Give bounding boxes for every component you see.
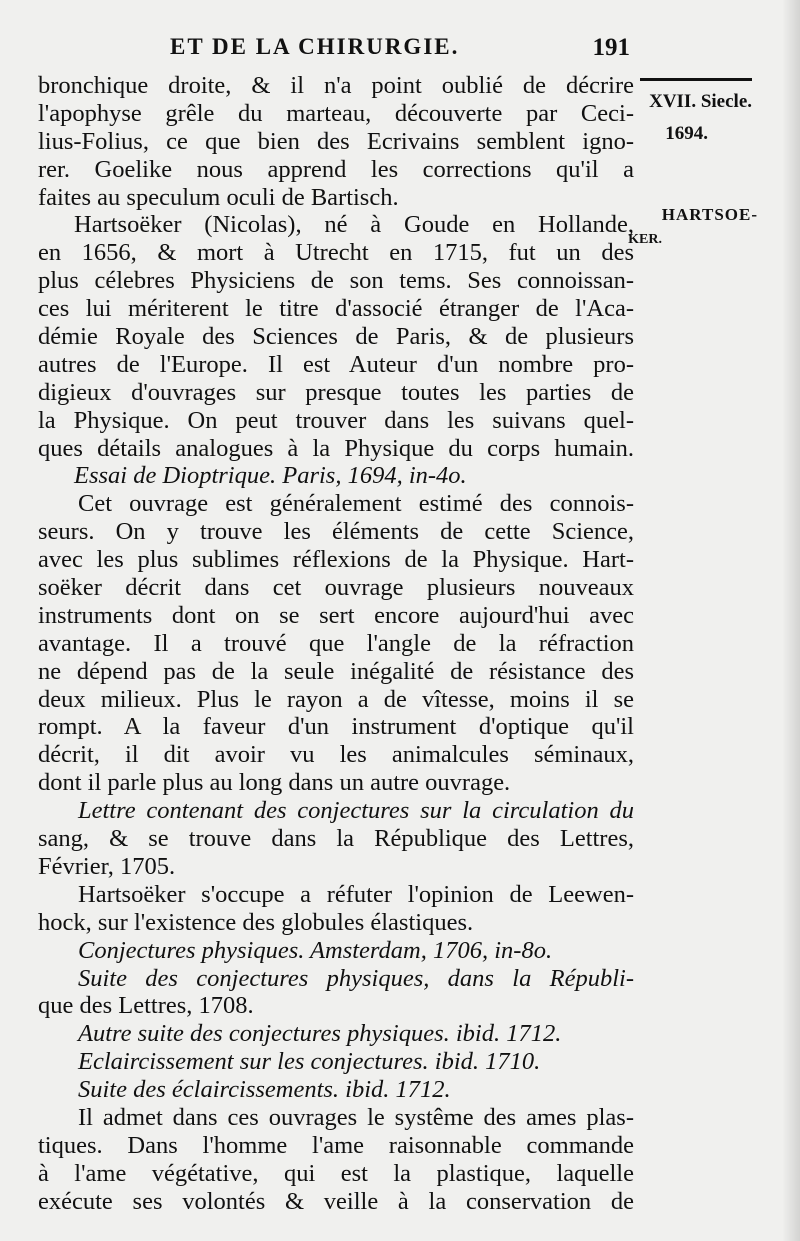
text-line: rompt. A la faveur d'un instrument d'optique qu'il (38, 713, 634, 741)
bibliography-entry: Eclaircissement sur les conjectures. ibid. 1710. (78, 1048, 541, 1076)
text-line: exécute ses volontés & veille à la conservation de (38, 1187, 634, 1215)
bibliography-entry: Lettre contenant des conjectures sur la circulation du (78, 797, 634, 825)
text-line: avantage. Il a trouvé que l'angle de la réfraction (38, 629, 634, 657)
text-line: Hartsoëker s'occupe a réfuter l'opinion de Leewen- (78, 880, 634, 908)
bibliography-entry: Suite des éclaircissements. ibid. 1712. (78, 1076, 451, 1104)
page-header (140, 34, 630, 68)
text-line: dont il parle plus au long dans un autre ouvrage. (38, 769, 511, 797)
text-line: que des Lettres, 1708. (38, 992, 254, 1020)
margin-note-name: HARTSOE- (661, 205, 758, 224)
margin-note-century: XVII. Siecle. (649, 91, 752, 112)
text-line: Hartsoëker (Nicolas), né à Goude en Hollande, (74, 211, 634, 239)
text-line: soëker décrit dans cet ouvrage plusieurs nouveaux (38, 574, 634, 602)
text-line: Février, 1705. (38, 852, 176, 880)
text-line: à l'ame végétative, qui est la plastique, laquelle (38, 1159, 634, 1187)
text-line: bronchique droite, & il n'a point oublié de décrire (38, 72, 634, 99)
text-line: digieux d'ouvrages sur presque toutes les parties de (38, 378, 634, 406)
text-line: faites au speculum oculi de Bartisch. (38, 183, 399, 211)
text-line: plus célebres Physiciens de son tems. Ses connoissan- (38, 267, 634, 295)
text-line: hock, sur l'existence des globules élastiques. (38, 908, 474, 936)
text-line: deux milieux. Plus le rayon a de vîtesse, moins il se (38, 685, 634, 713)
running-head: ET DE LA CHIRURGIE. (170, 34, 460, 59)
text-line: autres de l'Europe. Il est Auteur d'un nombre pro- (38, 350, 634, 378)
text-line: avec les plus sublimes réflexions de la Physique. Hart- (38, 546, 634, 574)
text-line: la Physique. On peut trouver dans les suivans quel- (38, 406, 634, 434)
text-line: ces lui mériterent le titre d'associé étranger de l'Aca- (38, 295, 634, 323)
text-line: ques détails analogues à la Physique du corps humain. (38, 434, 634, 462)
bibliography-entry: Essai de Dioptrique. Paris, 1694, in-4o. (74, 462, 467, 490)
body-text (38, 72, 634, 1216)
text-line: décrit, il dit avoir vu les animalcules séminaux, (38, 741, 634, 769)
bibliography-entry: Suite des conjectures physiques, dans la Républi- (78, 964, 634, 992)
text-line: démie Royale des Sciences de Paris, & de plusieurs (38, 323, 634, 351)
margin-note-name-cont: KER. (628, 232, 662, 247)
text-line: instruments dont on se sert encore aujourd'hui avec (38, 601, 634, 629)
text-line: Cet ouvrage est généralement estimé des connois- (78, 490, 634, 518)
text-line: sang, & se trouve dans la République des Lettres, (38, 825, 634, 853)
page-number: 191 (592, 34, 630, 61)
text-line: en 1656, & mort à Utrecht en 1715, fut un des (38, 239, 634, 267)
text-line: lius-Folius, ce que bien des Ecrivains semblent igno- (38, 127, 634, 155)
bibliography-entry: Conjectures physiques. Amsterdam, 1706, in-8o. (78, 936, 553, 964)
text-line: l'apophyse grêle du marteau, découverte par Ceci- (38, 99, 634, 127)
text-line: tiques. Dans l'homme l'ame raisonnable commande (38, 1131, 634, 1159)
page-edge-shadow (782, 0, 800, 1241)
text-line: Il admet dans ces ouvrages le systême des ames plas- (78, 1103, 634, 1131)
margin-note-year: 1694. (665, 123, 708, 144)
text-line: rer. Goelike nous apprend les corrections qu'il a (38, 155, 634, 183)
text-line: seurs. On y trouve les éléments de cette Science, (38, 518, 634, 546)
bibliography-entry: Autre suite des conjectures physiques. ibid. 1712. (78, 1020, 562, 1048)
margin-rule (640, 78, 752, 81)
text-line: ne dépend pas de la seule inégalité de résistance des (38, 657, 634, 685)
